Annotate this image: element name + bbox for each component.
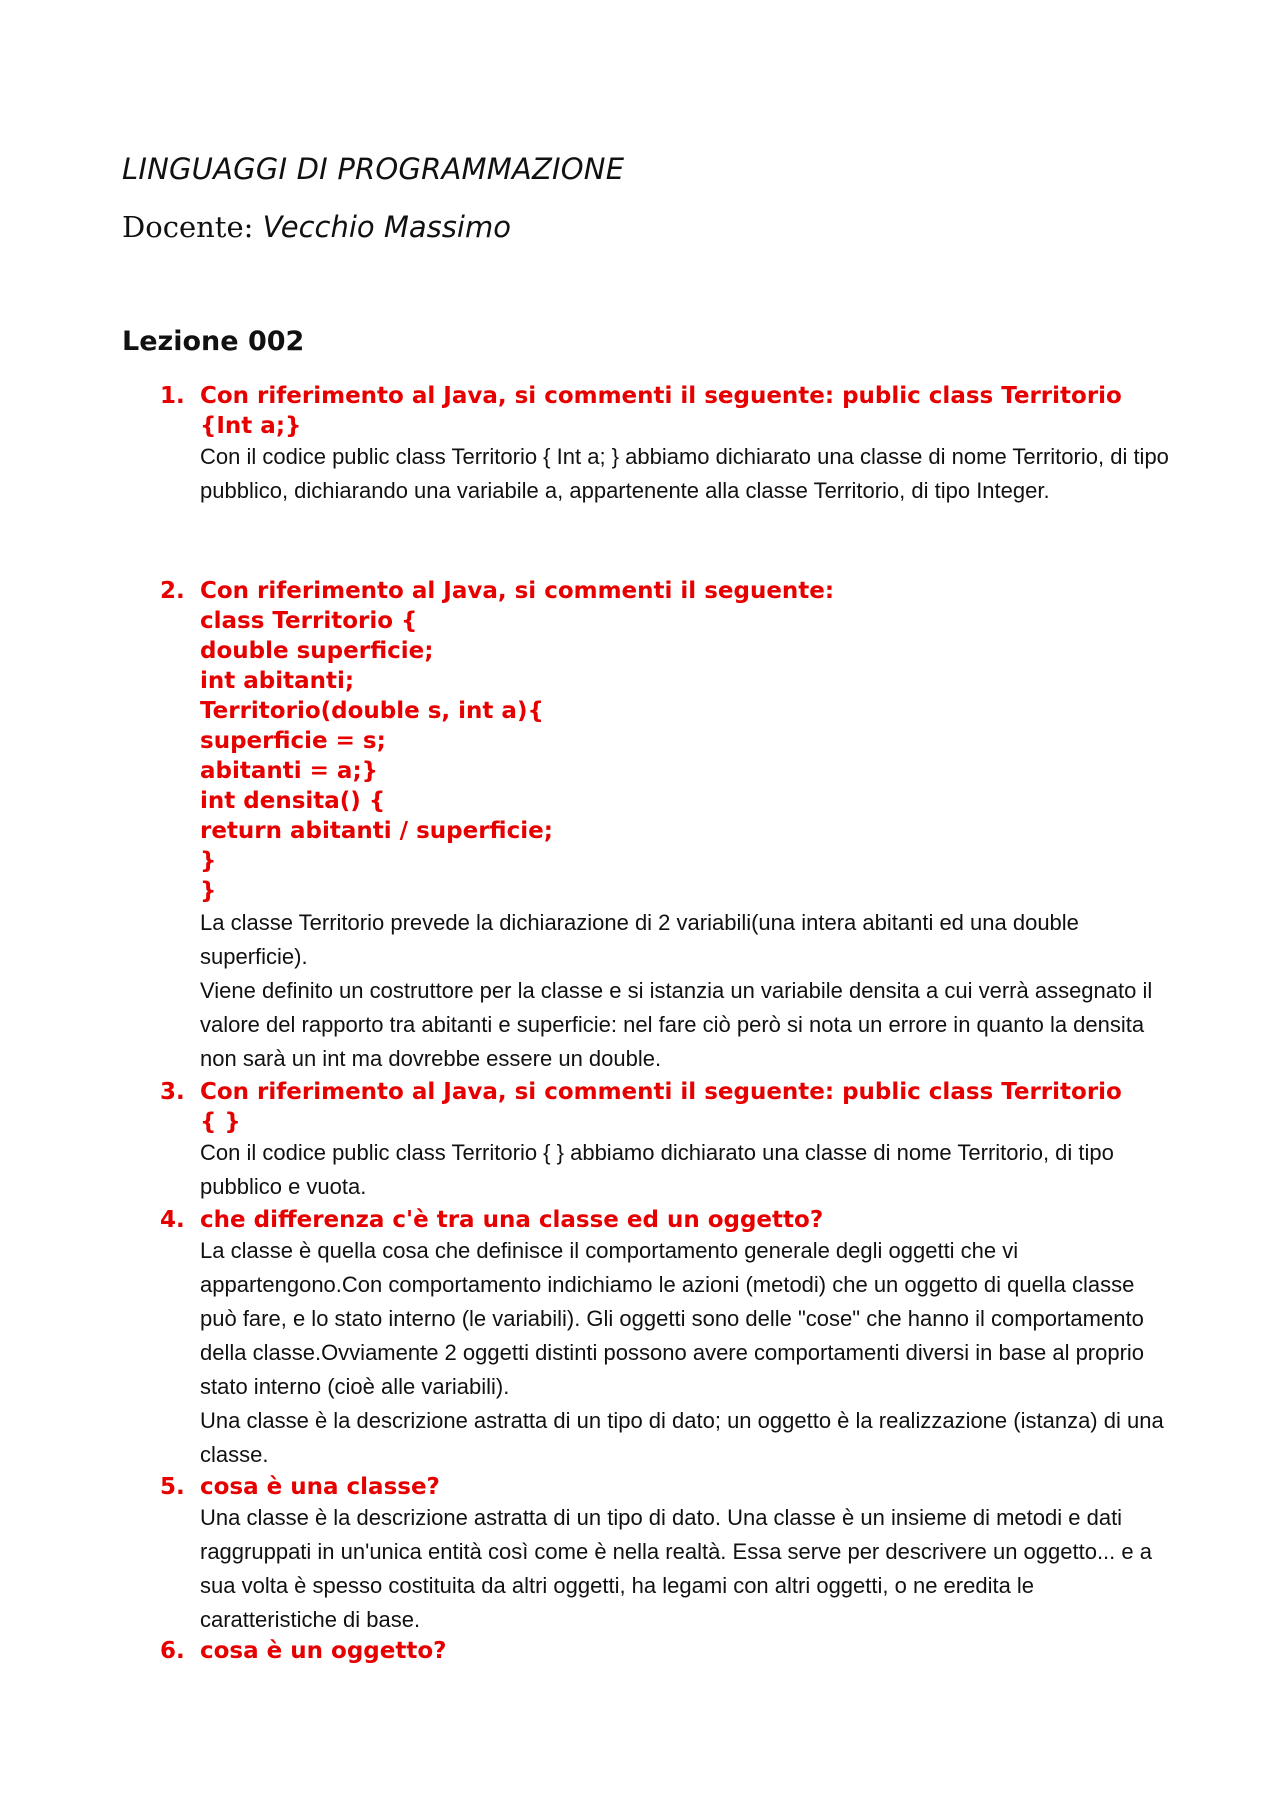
- question-number: 6.: [160, 1638, 185, 1664]
- question-number: 1.: [160, 383, 185, 409]
- question-6: [160, 1636, 1160, 1666]
- question-number: 4.: [160, 1207, 185, 1233]
- question-1: [160, 381, 1160, 441]
- answer-paragraph: Una classe è la descrizione astratta di un tipo di dato; un oggetto è la realizzazione (istanza) di una classe.: [200, 1408, 1164, 1467]
- question-line: { }: [200, 1109, 241, 1135]
- answer-paragraph: Con il codice public class Territorio { Int a; } abbiamo dichiarato una classe di nome Territorio, di tipo pubblico, dichiarando una variabile a, appartenente alla classe Territorio, di tipo Integer.: [200, 444, 1169, 503]
- answer-4: [200, 1234, 1170, 1472]
- question-line: {Int a;}: [200, 413, 302, 439]
- question-line: cosa è una classe?: [200, 1474, 440, 1500]
- answer-paragraph: La classe è quella cosa che definisce il comportamento generale degli oggetti che vi appartengono.Con comportamento indichiamo le azioni (metodi) che un oggetto di quella classe può fare, e lo stato interno (le variabili). Gli oggetti sono delle "cose" che hanno il comportamento della classe.Ovviamente 2 oggetti distinti possono avere comportamenti diversi in base al proprio stato interno (cioè alle variabili).: [200, 1238, 1145, 1399]
- question-line: che differenza c'è tra una classe ed un oggetto?: [200, 1207, 824, 1233]
- lesson-heading: Lezione 002: [122, 326, 305, 357]
- code-line: }: [200, 848, 217, 874]
- question-3: [160, 1077, 1160, 1137]
- code-line: Territorio(double s, int a){: [200, 698, 544, 724]
- teacher-name: Vecchio Massimo: [262, 210, 511, 244]
- question-line: cosa è un oggetto?: [200, 1638, 447, 1664]
- answer-5: [200, 1501, 1170, 1637]
- answer-2: [200, 906, 1170, 1076]
- question-number: 5.: [160, 1474, 185, 1500]
- code-line: int abitanti;: [200, 668, 355, 694]
- answer-paragraph: Viene definito un costruttore per la classe e si istanzia un variabile densita a cui verrà assegnato il valore del rapporto tra abitanti e superficie: nel fare ciò però si nota un errore in quanto la densita non sarà un int ma dovrebbe essere un double.: [200, 978, 1153, 1071]
- question-4: [160, 1205, 1160, 1235]
- code-line: class Territorio {: [200, 608, 418, 634]
- code-line: abitanti = a;}: [200, 758, 379, 784]
- question-number: 2.: [160, 578, 185, 604]
- question-line: Con riferimento al Java, si commenti il seguente: public class Territorio: [200, 383, 1122, 409]
- teacher-line: [122, 210, 511, 244]
- answer-3: [200, 1136, 1170, 1204]
- code-line: int densita() {: [200, 788, 386, 814]
- code-line: return abitanti / superficie;: [200, 818, 553, 844]
- answer-paragraph: La classe Territorio prevede la dichiarazione di 2 variabili(una intera abitanti ed una double superficie).: [200, 910, 1079, 969]
- question-line: Con riferimento al Java, si commenti il seguente:: [200, 578, 835, 604]
- answer-paragraph: Una classe è la descrizione astratta di un tipo di dato. Una classe è un insieme di metodi e dati raggruppati in un'unica entità così come è nella realtà. Essa serve per descrivere un oggetto... e a sua volta è spesso costituita da altri oggetti, ha legami con altri oggetti, o ne eredita le caratteristiche di base.: [200, 1505, 1152, 1632]
- question-5: [160, 1472, 1160, 1502]
- code-line: superficie = s;: [200, 728, 386, 754]
- question-line: Con riferimento al Java, si commenti il seguente: public class Territorio: [200, 1079, 1122, 1105]
- course-title: LINGUAGGI DI PROGRAMMAZIONE: [122, 152, 625, 186]
- teacher-label: Docente:: [122, 210, 254, 244]
- question-number: 3.: [160, 1079, 185, 1105]
- code-line: double superficie;: [200, 638, 434, 664]
- code-line: }: [200, 878, 217, 904]
- answer-1: [200, 440, 1170, 508]
- answer-paragraph: Con il codice public class Territorio { } abbiamo dichiarato una classe di nome Territorio, di tipo pubblico e vuota.: [200, 1140, 1114, 1199]
- question-2: [160, 576, 1160, 906]
